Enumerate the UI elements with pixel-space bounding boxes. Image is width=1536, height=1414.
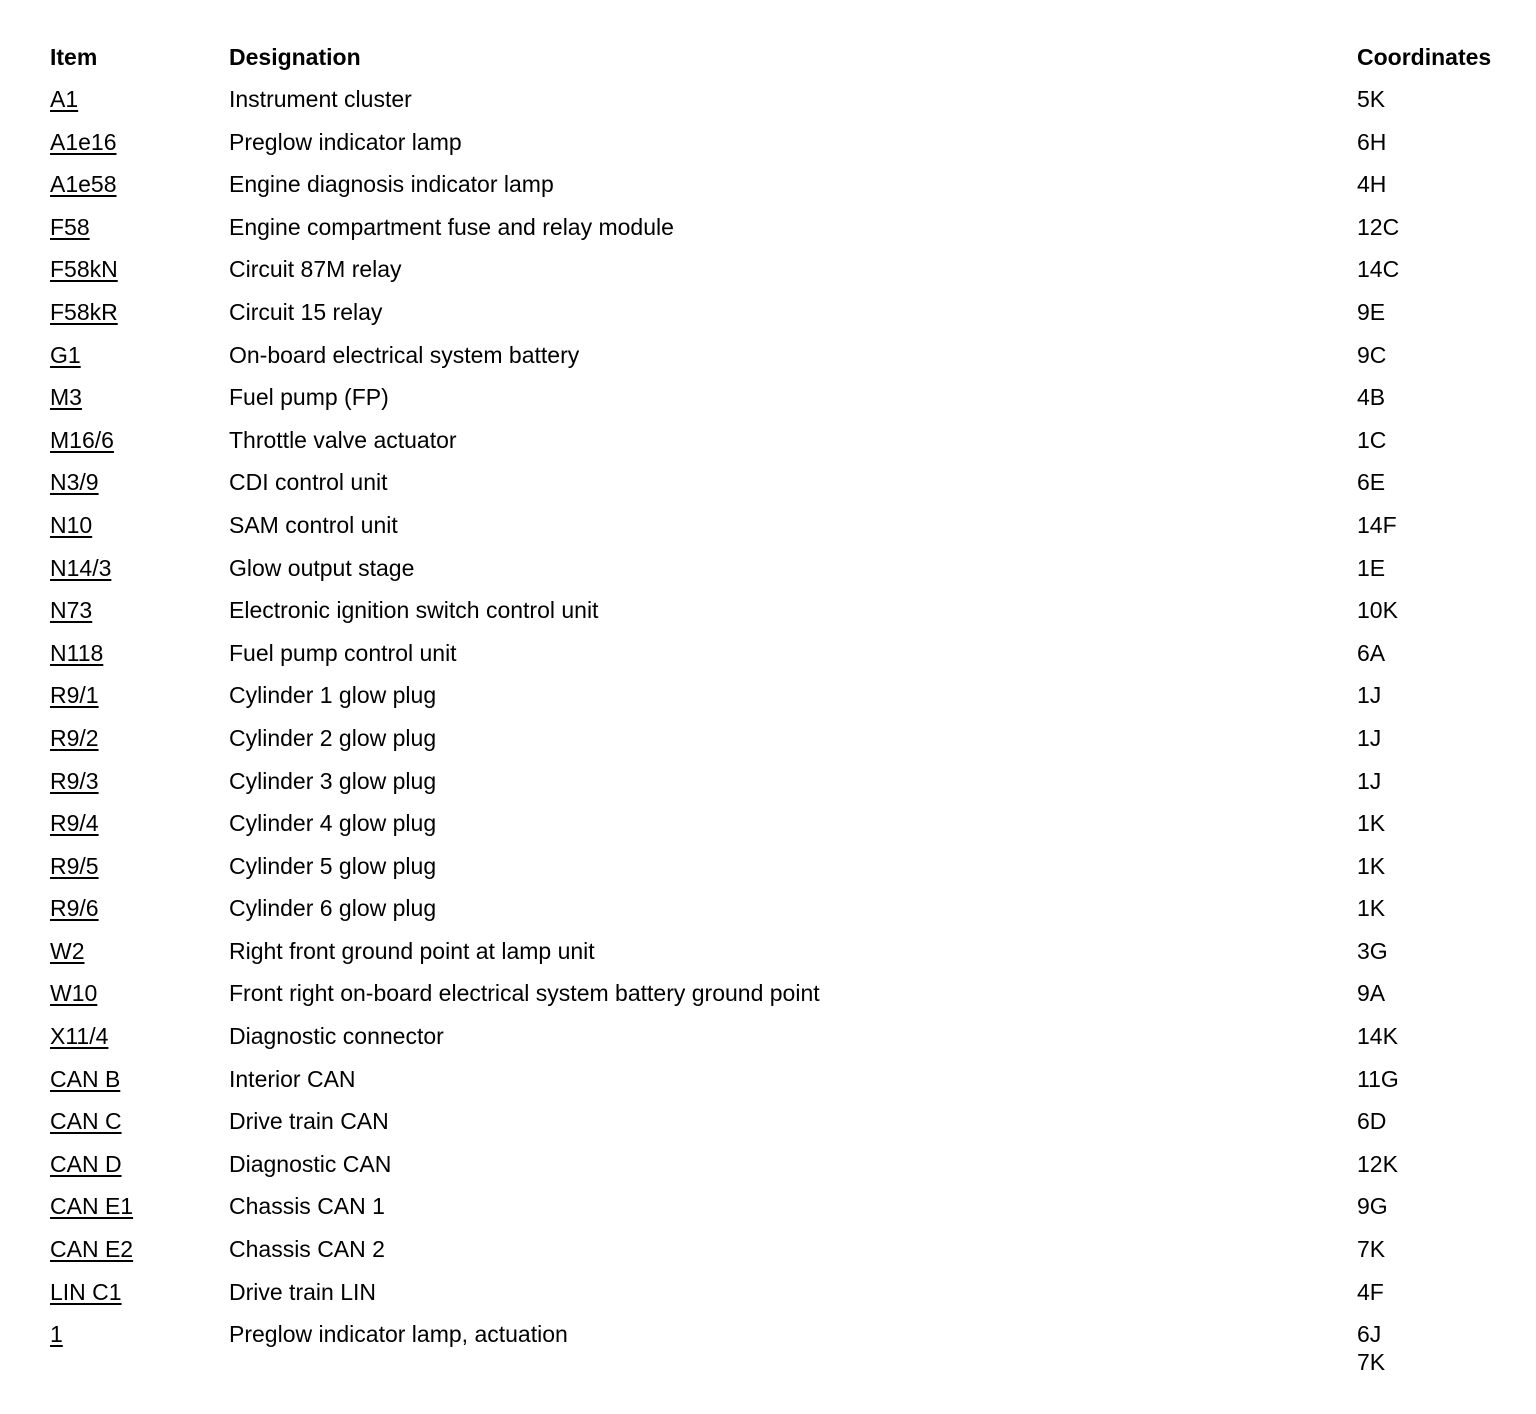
item-link[interactable]: F58 [50, 213, 90, 240]
item-link[interactable]: N118 [50, 639, 104, 666]
designation-cell: Engine compartment fuse and relay module [229, 213, 674, 240]
table-row [50, 1100, 1510, 1143]
item-cell [50, 376, 229, 419]
coordinate-value: 12C [1357, 213, 1400, 240]
coordinate-value: 1K [1357, 895, 1386, 922]
table-row [50, 674, 1510, 717]
coordinates-cell [1357, 78, 1510, 121]
item-cell [50, 419, 229, 462]
item-link[interactable]: R9/2 [50, 724, 99, 751]
item-cell [50, 845, 229, 888]
item-cell [50, 1228, 229, 1271]
table-row [50, 376, 1510, 419]
coordinate-value: 6J [1357, 1321, 1382, 1348]
header-coordinates: Coordinates [1357, 44, 1492, 70]
coordinate-value: 10K [1357, 597, 1398, 624]
table-row [50, 1143, 1510, 1186]
coordinates-cell [1357, 121, 1510, 164]
item-link[interactable]: M16/6 [50, 426, 114, 453]
coordinates-cell [1357, 1228, 1510, 1271]
coordinate-value: 4B [1357, 384, 1386, 411]
coordinate-value: 9A [1357, 980, 1386, 1007]
item-link[interactable]: R9/4 [50, 810, 99, 837]
coordinates-cell [1357, 717, 1510, 760]
coordinates-cell [1357, 887, 1510, 930]
designation-cell: Fuel pump control unit [229, 639, 457, 666]
item-cell [50, 547, 229, 590]
coordinates-cell [1357, 632, 1510, 675]
coordinate-value: 12K [1357, 1150, 1398, 1177]
coordinate-value: 9E [1357, 298, 1386, 325]
component-legend-table [50, 36, 1510, 1376]
table-row [50, 972, 1510, 1015]
coordinate-value: 14F [1357, 511, 1397, 538]
item-link[interactable]: A1e16 [50, 128, 117, 155]
coordinate-value: 6H [1357, 128, 1387, 155]
item-link[interactable]: CAN E2 [50, 1236, 134, 1263]
coordinates-cell [1357, 1058, 1510, 1101]
table-row [50, 121, 1510, 164]
item-cell [50, 291, 229, 334]
table-row [50, 1015, 1510, 1058]
table-row [50, 248, 1510, 291]
designation-cell: Instrument cluster [229, 86, 412, 112]
item-link[interactable]: N10 [50, 511, 93, 538]
designation-cell: Cylinder 2 glow plug [229, 724, 437, 751]
coordinate-value: 6D [1357, 1108, 1387, 1135]
coordinate-value: 6A [1357, 639, 1386, 666]
item-link[interactable]: LIN C1 [50, 1278, 122, 1305]
coordinate-value: 1E [1357, 554, 1386, 581]
item-cell [50, 1271, 229, 1314]
table-row [50, 1228, 1510, 1271]
coordinates-cell [1357, 1313, 1510, 1376]
item-link[interactable]: CAN C [50, 1108, 122, 1135]
designation-cell: Circuit 15 relay [229, 298, 383, 325]
item-cell [50, 930, 229, 973]
coordinates-cell [1357, 248, 1510, 291]
item-cell [50, 334, 229, 377]
coordinates-cell [1357, 461, 1510, 504]
item-link[interactable]: CAN D [50, 1150, 122, 1177]
table-row [50, 760, 1510, 803]
table-row [50, 1058, 1510, 1101]
coordinate-value: 14K [1357, 1023, 1398, 1050]
designation-cell: Interior CAN [229, 1065, 356, 1092]
coordinates-cell [1357, 760, 1510, 803]
coordinate-value: 7K [1357, 1236, 1386, 1263]
item-link[interactable]: R9/5 [50, 852, 99, 879]
table-row [50, 632, 1510, 675]
item-cell [50, 1015, 229, 1058]
designation-cell: Glow output stage [229, 554, 415, 581]
coordinates-cell [1357, 419, 1510, 462]
item-cell [50, 887, 229, 930]
item-link[interactable]: CAN E1 [50, 1193, 134, 1220]
table-row [50, 78, 1510, 121]
item-link[interactable]: W10 [50, 980, 98, 1007]
item-link[interactable]: R9/1 [50, 682, 99, 709]
item-link[interactable]: N73 [50, 597, 93, 624]
table-row [50, 1185, 1510, 1228]
designation-cell: Drive train LIN [229, 1278, 376, 1305]
designation-cell: On-board electrical system battery [229, 341, 580, 368]
item-link[interactable]: N14/3 [50, 554, 112, 581]
coordinates-cell [1357, 972, 1510, 1015]
item-cell [50, 206, 229, 249]
item-link[interactable]: A1 [50, 86, 79, 112]
designation-cell: SAM control unit [229, 511, 398, 538]
coordinate-value: 4F [1357, 1278, 1384, 1305]
coordinates-cell [1357, 163, 1510, 206]
table-row [50, 334, 1510, 377]
coordinate-value: 1K [1357, 852, 1386, 879]
table-row [50, 547, 1510, 590]
designation-cell: CDI control unit [229, 469, 388, 496]
item-link[interactable]: X11/4 [50, 1023, 109, 1050]
item-link[interactable]: W2 [50, 937, 85, 964]
coordinate-value: 9C [1357, 341, 1387, 368]
coordinates-cell [1357, 206, 1510, 249]
item-cell [50, 1143, 229, 1186]
designation-cell: Cylinder 5 glow plug [229, 852, 437, 879]
coordinate-value: 3G [1357, 937, 1388, 964]
item-cell [50, 674, 229, 717]
designation-cell: Diagnostic CAN [229, 1150, 392, 1177]
item-cell [50, 163, 229, 206]
coordinates-cell [1357, 334, 1510, 377]
designation-cell: Preglow indicator lamp, actuation [229, 1321, 568, 1348]
table-row [50, 206, 1510, 249]
designation-cell: Drive train CAN [229, 1108, 389, 1135]
table-row [50, 887, 1510, 930]
item-link[interactable]: F58kN [50, 256, 118, 283]
item-link[interactable]: 1 [50, 1321, 63, 1348]
coordinate-value: 4H [1357, 171, 1387, 198]
table-row [50, 461, 1510, 504]
designation-cell: Engine diagnosis indicator lamp [229, 171, 554, 198]
designation-cell: Preglow indicator lamp [229, 128, 462, 155]
coordinates-cell [1357, 930, 1510, 973]
coordinate-value: 1J [1357, 767, 1382, 794]
coordinates-cell [1357, 589, 1510, 632]
coordinate-value: 9G [1357, 1193, 1388, 1220]
coordinates-cell [1357, 845, 1510, 888]
item-link[interactable]: N3/9 [50, 469, 99, 496]
header-designation: Designation [229, 44, 361, 70]
item-cell [50, 1100, 229, 1143]
coordinate-value: 11G [1357, 1065, 1399, 1092]
table-row [50, 1313, 1510, 1376]
coordinates-cell [1357, 802, 1510, 845]
coordinate-value: 14C [1357, 256, 1400, 283]
item-cell [50, 589, 229, 632]
coordinate-value: 1K [1357, 810, 1386, 837]
table-row [50, 504, 1510, 547]
designation-cell: Front right on-board electrical system battery ground point [229, 980, 820, 1007]
coordinate-value: 7K [1357, 1349, 1386, 1376]
coordinates-cell [1357, 547, 1510, 590]
table-body [50, 78, 1510, 1376]
table-row [50, 589, 1510, 632]
coordinate-value: 1C [1357, 426, 1387, 453]
designation-cell: Throttle valve actuator [229, 426, 457, 453]
item-cell [50, 461, 229, 504]
designation-cell: Cylinder 4 glow plug [229, 810, 437, 837]
coordinates-cell [1357, 1100, 1510, 1143]
designation-cell: Cylinder 6 glow plug [229, 895, 437, 922]
coordinate-value: 5K [1357, 86, 1386, 112]
item-link[interactable]: F58kR [50, 298, 118, 325]
table-row [50, 930, 1510, 973]
coordinates-cell [1357, 504, 1510, 547]
item-link[interactable]: CAN B [50, 1065, 121, 1092]
table-header-row [50, 36, 1510, 78]
table-row [50, 845, 1510, 888]
item-link[interactable]: A1e58 [50, 171, 117, 198]
item-link[interactable]: M3 [50, 384, 82, 411]
designation-cell: Circuit 87M relay [229, 256, 402, 283]
designation-cell: Chassis CAN 1 [229, 1193, 385, 1220]
designation-cell: Chassis CAN 2 [229, 1236, 385, 1263]
item-cell [50, 504, 229, 547]
item-cell [50, 632, 229, 675]
item-cell [50, 1058, 229, 1101]
designation-cell: Cylinder 1 glow plug [229, 682, 437, 709]
designation-cell: Diagnostic connector [229, 1023, 444, 1050]
coordinate-value: 1J [1357, 724, 1382, 751]
designation-cell: Right front ground point at lamp unit [229, 937, 595, 964]
coordinates-cell [1357, 1185, 1510, 1228]
table-row [50, 802, 1510, 845]
item-cell [50, 802, 229, 845]
designation-cell: Electronic ignition switch control unit [229, 597, 599, 624]
item-cell [50, 1313, 229, 1376]
item-cell [50, 972, 229, 1015]
item-cell [50, 717, 229, 760]
coordinates-cell [1357, 291, 1510, 334]
designation-cell: Fuel pump (FP) [229, 384, 389, 411]
designation-cell: Cylinder 3 glow plug [229, 767, 437, 794]
item-cell [50, 1185, 229, 1228]
table-row [50, 419, 1510, 462]
item-cell [50, 248, 229, 291]
item-link[interactable]: R9/6 [50, 895, 99, 922]
coordinates-cell [1357, 1271, 1510, 1314]
coordinates-cell [1357, 376, 1510, 419]
coordinate-value: 6E [1357, 469, 1386, 496]
item-link[interactable]: R9/3 [50, 767, 99, 794]
coordinates-cell [1357, 1143, 1510, 1186]
header-item: Item [50, 44, 98, 70]
table-row [50, 717, 1510, 760]
table-row [50, 163, 1510, 206]
table-row [50, 291, 1510, 334]
table-row [50, 1271, 1510, 1314]
coordinate-value: 1J [1357, 682, 1382, 709]
item-cell [50, 78, 229, 121]
item-link[interactable]: G1 [50, 341, 81, 368]
coordinates-cell [1357, 1015, 1510, 1058]
item-cell [50, 760, 229, 803]
item-cell [50, 121, 229, 164]
coordinates-cell [1357, 674, 1510, 717]
